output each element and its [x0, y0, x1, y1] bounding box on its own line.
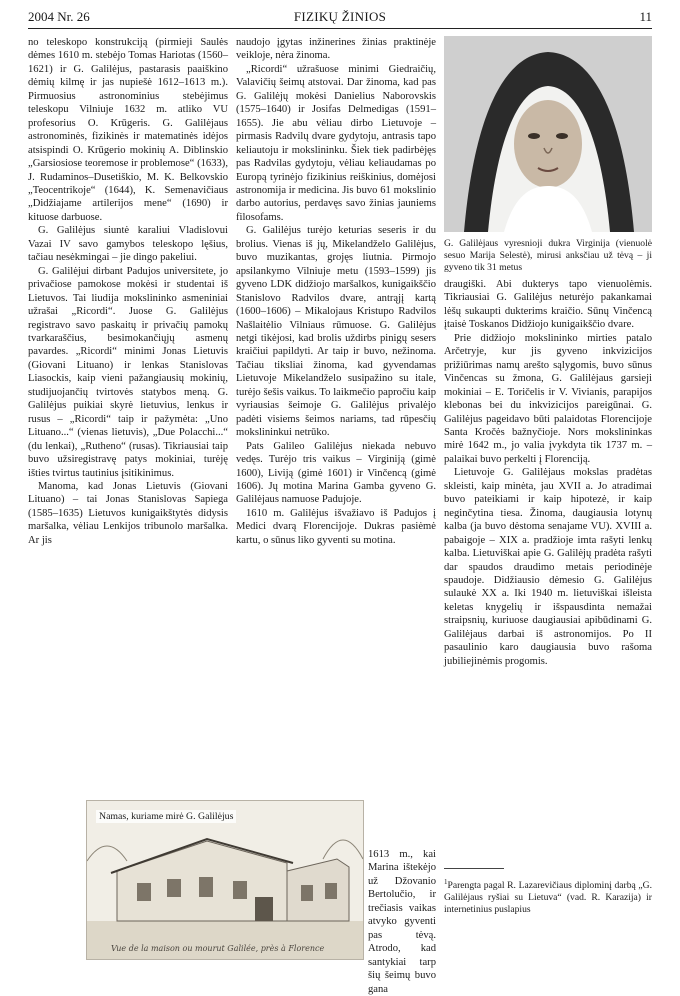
page-number: 11: [639, 9, 652, 24]
footnote: [444, 876, 652, 916]
journal-title: FIZIKŲ ŽINIOS: [293, 9, 387, 24]
footnote-rule: [444, 868, 504, 869]
column-3: [444, 278, 652, 668]
paragraph: Manoma, kad Jonas Lietuvis (Giovani Lituano) – tai Jonas Stanislovas Sapiega (1585–1635) Lietuvos kunigaikštytės didysis maršalka, vėliau Lenkijos tribunolo maršalka. Ar jis: [28, 480, 228, 546]
paragraph: naudojo įgytas inžinerines žinias praktinėje veikloje, nėra žinoma.: [236, 37, 436, 62]
portrait-illustration: [444, 36, 652, 232]
portrait-photo: [444, 36, 652, 232]
footnote-mark: 1: [444, 878, 448, 886]
paragraph: Prie didžiojo mokslininko mirties patalo Arčetryje, kur jis gyveno inkvizicijos prižiūrimas namų arešto sąlygomis, buvo sūnus Vinčencas su žmona, G. Galilėjaus garsieji mokiniai – E. Toričelis ir V. Vivianis, parapijos klebonas bei du inkvizicijos pareigūnai. G. Galilėjus pageidavo būti palaidotas Florencijoje Santa Kročės bažnyčioje. Nors mokslininkas mirė 1642 m., jo valia įvykdyta tik 1737 m. – palaikai buvo perkelti į Florenciją.: [444, 332, 652, 465]
paragraph: G. Galilėjus turėjo keturias seseris ir du brolius. Vienas iš jų, Mikelandželo Galilėjus, buvo muzikantas, grojęs liutnia. Pirmojo apsilankymo Vilniuje metu (1593–1599) jis gyveno LDK didžiojo maršalkos, kunigaikščio Stanislovo Radvilos dvare, antrąjį kartą (1600–1606) – Mikalojaus Kristupo Radvilos Našlaitėlio Vilniaus rūmuose. G. Galilėjus netgi tikėjosi, kad brolis uždirbs pinigų sesers kraičiui papildyti. Ar taip ir buvo, nežinoma. Tačiau tiksliai žinoma, kad gyvendamas Lietuvoje Mikelandželo susipažino su itale, turėjo šešis vaikus. To laikmečio papročiu kaip vyriausias šeimoje G. Galilėjus privalėjo padėti visiems šeimos nariams, tad rūpesčių mokslininkui netrūko.: [236, 225, 436, 439]
paragraph: „Ricordi“ užrašuose minimi Giedraičių, Valavičių šeimų atstovai. Dar žinoma, kad pas G. Galilėjų mokėsi Danielius Naborovskis (1575–1640) ir Josifas Delmedigas (1591–1655). Jie abu vėliau dirbo Lietuvoje – pirmasis Radvilų dvare gydytoju, antrasis tapo keliautoju ir mokslininku. Šiek tiek padirbėjęs pas Radvilas gydytoju, vėliau keliaudamas po Europą tyrinėjo fizikinius reiškinius, domėjosi astronomija ir medicina. Jis buvo 61 mokslinio darbo autorius, perdavęs savo žinias jauniems filosofams.: [236, 63, 436, 223]
paragraph: 1613 m., kai Marina ištekėjo už Džovanio Bertolučio, ir trečiasis vaikas atvyko gyventi pas tėvą. Atrodo, kad santykiai tarp šių šeimų buvo gana: [368, 849, 436, 995]
header-rule: [28, 28, 652, 29]
paragraph: no teleskopo konstrukciją (pirmieji Saulės dėmes 1610 m. stebėjo Tomas Hariotas (1560–1621) ir G. Galilėjus, pastarasis paaiškino dėmių kilmę ir jas nupiešė 1612–1613 m.). Pirmuosius astronominius stebėjimus teleskopu Vilniuje 1632 m. atliko VU profesorius O. Krūgeris. G. Galilėjaus astronominės, fizikinės ir matematinės idėjos atsispindi O. Krūgerio mokinių A. Diblinskio „Garsiosiose teoremose ir problemose“ (1633), J. Rudaminos–Dusetiškio, M. K. Belkovskio „Teocentrikoje“ (1644), K. Semenavičiaus „Didžiajame artilerijos mene“ (1690) ir kituose darbuose.: [28, 37, 228, 223]
paragraph: draugiški. Abi dukterys tapo vienuolėmis. Tikriausiai G. Galilėjus neturėjo pakankamai lėšų sukaupti dukterims kraičio. Sūnų Vinčencą įtaisė Toskanos Didžiojo kunigaikščio dvare.: [444, 279, 652, 331]
column-1: [28, 36, 228, 547]
paragraph: G. Galilėjus siuntė karaliui Vladislovui Vazai IV savo gamybos teleskopo lęšius, tačiau nesėkmingai – jie dingo pakeliui.: [28, 225, 228, 264]
paragraph: G. Galilėjui dirbant Padujos universitete, jo privačiose pamokose mokėsi ir studentai iš Lietuvos. Tai liudija mokslininko asmeniniai užrašai „Ricordi“. Juose G. Galilėjus registravo savo paskaitų ir privačių pamokų tvarkaraščius, besimokančiųjų asmenų pavardes. „Ricordi“ minimi Jonas Lietuvis (Giovani Lituano) ir lenkas Stanislovas Liasockis, kaip vieni pažangiausių mokinių, studijuojančių tvirtovės statybos meną. G. Galilėjus puikiai skyrė lietuvius, lenkus ir rusus – „Ricordi“ taip ir pažymėta: „Uno Lituano...“ (vienas lietuvis), „Due Polacchi...“ (du lenkai), „Rutheno“ (rusas). Tikriausiai taip buvo užsiregistravę patys mokiniai, turėję išties tvirtus tautinius įsitikinimus.: [28, 265, 228, 479]
drawing-caption: Namas, kuriame mirė G. Galilėjus: [96, 810, 236, 823]
footnote-text: Parengta pagal R. Lazarevičiaus diplominį darbą „G. Galilėjaus ryšiai su Lietuva“ (vad. R. Karazija) ir internetinius puslapius: [444, 880, 652, 916]
portrait-caption: G. Galilėjaus vyresnioji dukra Virginija (vienuolė sesuo Marija Selestė), mirusi anksčiau už tėvą – ji gyveno tik 31 metus: [444, 238, 652, 273]
paragraph: Pats Galileo Galilėjus niekada nebuvo vedęs. Turėjo tris vaikus – Virginiją (gimė 1600), Liviją (gimė 1601) ir Vinčencą (gimė 1606). Jų motina Marina Gamba gyveno G. Galilėjaus namuose Padujoje.: [236, 440, 436, 506]
issue-label: 2004 Nr. 26: [28, 9, 90, 24]
paragraph: 1610 m. Galilėjus išvažiavo iš Padujos į Medici dvarą Florencijoje. Dukras pasiėmė kartu, o sūnus liko gyventi su motina.: [236, 507, 436, 546]
wrapped-paragraph: [368, 848, 436, 996]
page-header: [28, 8, 652, 26]
drawing-inscription: Vue de la maison ou mourut Galilée, près à Florence: [111, 944, 325, 953]
column-2: [236, 36, 436, 547]
house-drawing: [86, 800, 364, 960]
paragraph: Lietuvoje G. Galilėjaus mokslas pradėtas skleisti, kaip minėta, jau XVII a. Jo atradimai buvo pateikiami ir kaip hipotezė, ir kaip neginčytina tiesa. Žinoma, daugiausia lotynų kalba (ja buvo dėstoma senajame VU). XVIII a. pabaigoje – XIX a. pradžioje imta rašyti lenkų kalba. Lietuviškai apie G. Galilėjų pradėta rašyti dar spaudos draudimo metais periodinėje spaudoje. Didžiausio dėmesio G. Galilėjus sulaukė XX a. Iki 1940 m. lietuviškai išleista keletas knygelių ir išspausdinta nemažai straipsnių, kuriuose daugiausiai apibūdinami G. Galilėjaus darbai iš astronomijos. Po II pasaulinio karo daugiausia buvo rašoma jubiliejinėmis progomis.: [444, 467, 652, 667]
house-illustration: [87, 801, 363, 959]
